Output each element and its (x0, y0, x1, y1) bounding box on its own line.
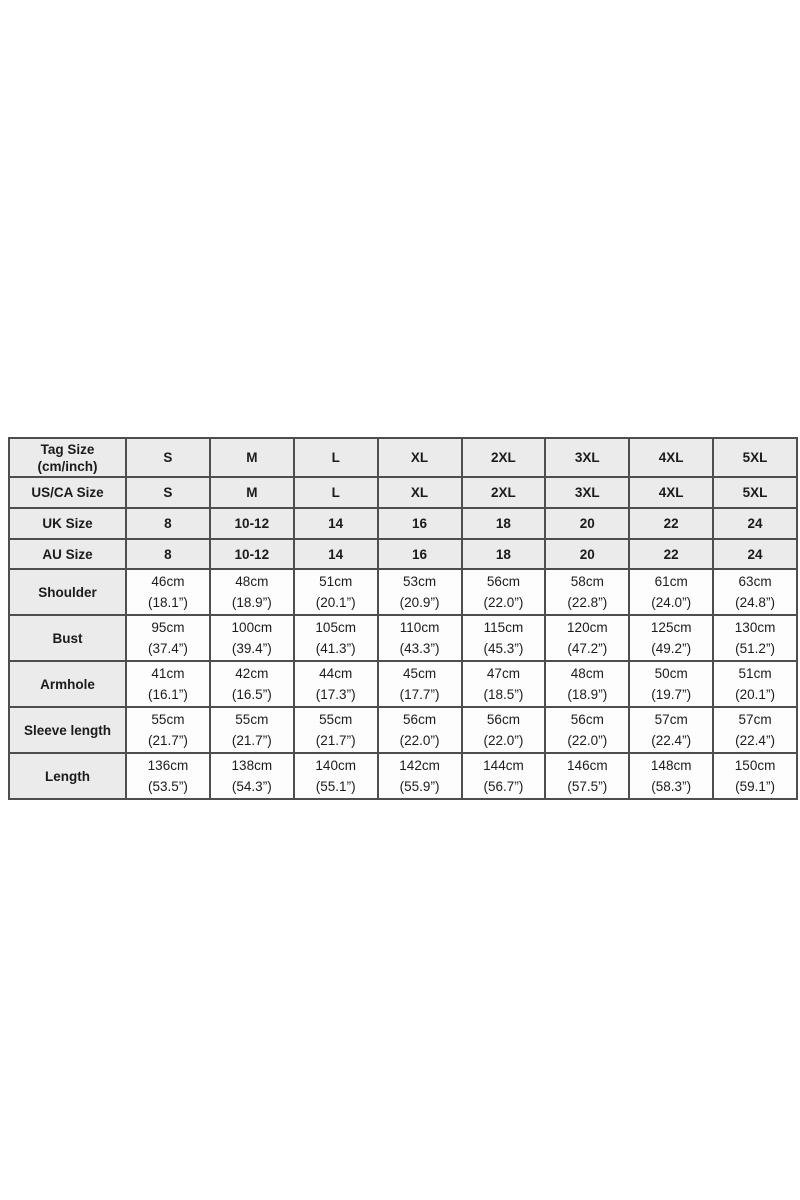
measurement-line: 56cm (403, 712, 437, 727)
measurement-line: 100cm (231, 620, 273, 635)
measurement-line: (56.7”) (483, 779, 524, 794)
table-cell: 3XL (545, 477, 629, 508)
measurement-line: 42cm (235, 666, 269, 681)
measurement-line: (51.2”) (735, 641, 775, 656)
measurement-line: 140cm (315, 758, 356, 773)
measurement-line: (59.1”) (735, 779, 775, 794)
row-label-line: Sleeve length (23, 722, 112, 738)
table-cell: 22 (629, 539, 713, 569)
table-cell (294, 753, 378, 799)
table-cell (294, 569, 378, 615)
measurement-line: (55.9”) (399, 779, 440, 794)
measurement-line: 63cm (738, 574, 772, 589)
table-cell: 16 (378, 539, 462, 569)
table-cell (713, 707, 797, 753)
measurement-line: (58.3”) (651, 779, 692, 794)
measurement-line: (22.0”) (483, 733, 524, 748)
table-cell (378, 661, 462, 707)
table-cell (713, 569, 797, 615)
table-cell: 8 (126, 539, 210, 569)
measurement-line: (22.8”) (567, 595, 608, 610)
measurement-line: (39.4”) (231, 641, 272, 656)
table-cell (378, 753, 462, 799)
table-cell (462, 569, 546, 615)
measurement-line: (49.2”) (651, 641, 692, 656)
measurement-line: 44cm (319, 666, 353, 681)
table-cell: S (126, 477, 210, 508)
measurement-line: (18.5”) (483, 687, 524, 702)
table-cell (294, 661, 378, 707)
table-row (9, 477, 797, 508)
measurement-line: 144cm (483, 758, 524, 773)
table-cell: XL (378, 477, 462, 508)
measurement-line: 130cm (734, 620, 776, 635)
measurement-line: 57cm (654, 712, 688, 727)
table-cell (713, 661, 797, 707)
measurement-line: 115cm (483, 620, 524, 635)
table-row (9, 661, 797, 707)
size-chart (8, 437, 798, 800)
measurement-line: (17.7”) (399, 687, 440, 702)
row-label (9, 438, 126, 477)
table-cell: 18 (462, 539, 546, 569)
table-cell: 24 (713, 508, 797, 539)
table-cell: 8 (126, 508, 210, 539)
measurement-line: 136cm (147, 758, 189, 773)
measurement-line: (57.5”) (567, 779, 608, 794)
table-cell: 14 (294, 539, 378, 569)
measurement-line: 48cm (235, 574, 269, 589)
measurement-line: (16.1”) (148, 687, 188, 702)
table-cell: 20 (545, 539, 629, 569)
measurement-line: 56cm (570, 712, 604, 727)
measurement-line: (22.0”) (483, 595, 524, 610)
table-cell: M (210, 477, 294, 508)
measurement-line: 56cm (486, 712, 520, 727)
table-cell: 5XL (713, 438, 797, 477)
size-chart-table (8, 437, 798, 800)
table-cell (545, 615, 629, 661)
table-row (9, 569, 797, 615)
measurement-line: 53cm (403, 574, 437, 589)
measurement-line: 51cm (738, 666, 772, 681)
measurement-line: (18.9”) (567, 687, 608, 702)
row-label-line: Bust (52, 630, 83, 646)
measurement-line: (22.0”) (399, 733, 440, 748)
table-cell: 5XL (713, 477, 797, 508)
table-cell (126, 661, 210, 707)
table-cell: S (126, 438, 210, 477)
measurement-line: (20.1”) (735, 687, 775, 702)
table-cell: M (210, 438, 294, 477)
table-cell (294, 707, 378, 753)
row-label-line: US/CA Size (31, 485, 104, 500)
measurement-line: (24.0”) (651, 595, 692, 610)
measurement-line: 46cm (151, 574, 185, 589)
table-cell (462, 707, 546, 753)
row-label (9, 615, 126, 661)
measurement-line: 120cm (567, 620, 608, 635)
measurement-line: 48cm (570, 666, 604, 681)
measurement-line: 47cm (486, 666, 520, 681)
measurement-line: 61cm (654, 574, 688, 589)
measurement-line: 56cm (486, 574, 520, 589)
measurement-line: (22.4”) (735, 733, 775, 748)
table-cell (545, 661, 629, 707)
measurement-line: (47.2”) (567, 641, 608, 656)
measurement-line: 50cm (654, 666, 688, 681)
table-cell: 20 (545, 508, 629, 539)
measurement-line: (37.4”) (148, 641, 188, 656)
table-cell (629, 569, 713, 615)
table-cell (545, 753, 629, 799)
measurement-line: (17.3”) (315, 687, 356, 702)
measurement-line: (24.8”) (735, 595, 775, 610)
table-cell: 2XL (462, 438, 546, 477)
measurement-line: (21.7”) (231, 733, 272, 748)
table-cell (462, 661, 546, 707)
table-cell (378, 615, 462, 661)
size-chart-body (9, 438, 797, 799)
measurement-line: 110cm (399, 620, 440, 635)
row-label-line: Armhole (40, 676, 95, 692)
measurement-line: (18.9”) (231, 595, 272, 610)
table-cell: L (294, 438, 378, 477)
row-label (9, 477, 126, 508)
row-label (9, 539, 126, 569)
table-cell (378, 569, 462, 615)
table-cell: 4XL (629, 477, 713, 508)
table-cell (126, 569, 210, 615)
row-label (9, 569, 126, 615)
table-cell (545, 707, 629, 753)
measurement-line: (18.1”) (148, 595, 188, 610)
measurement-line: 125cm (650, 620, 692, 635)
row-label-line: AU Size (42, 546, 93, 562)
measurement-line: (21.7”) (315, 733, 356, 748)
measurement-line: 55cm (235, 712, 269, 727)
table-cell: 24 (713, 539, 797, 569)
table-cell (629, 615, 713, 661)
measurement-line: (54.3”) (231, 779, 272, 794)
table-cell (210, 615, 294, 661)
measurement-line: (41.3”) (315, 641, 356, 656)
table-cell (210, 661, 294, 707)
measurement-line: 41cm (151, 666, 185, 681)
measurement-line: 55cm (319, 712, 353, 727)
table-cell (629, 661, 713, 707)
measurement-line: (22.4”) (651, 733, 692, 748)
measurement-line: 55cm (151, 712, 185, 727)
measurement-line: (45.3”) (483, 641, 524, 656)
table-cell (462, 753, 546, 799)
table-cell: 10-12 (210, 539, 294, 569)
row-label (9, 707, 126, 753)
row-label-line: Tag Size (40, 441, 95, 457)
measurement-line: 138cm (231, 758, 273, 773)
table-cell (126, 707, 210, 753)
table-cell (378, 707, 462, 753)
table-row (9, 707, 797, 753)
measurement-line: 148cm (650, 758, 692, 773)
table-cell: 3XL (545, 438, 629, 477)
table-cell (126, 615, 210, 661)
table-cell: 22 (629, 508, 713, 539)
table-row (9, 438, 797, 477)
table-cell (210, 753, 294, 799)
table-cell (713, 753, 797, 799)
table-cell: 2XL (462, 477, 546, 508)
row-label-line: Length (45, 768, 90, 784)
table-cell: 16 (378, 508, 462, 539)
table-cell (294, 615, 378, 661)
measurement-line: 45cm (403, 666, 437, 681)
row-label (9, 661, 126, 707)
table-cell: 14 (294, 508, 378, 539)
measurement-line: (22.0”) (567, 733, 608, 748)
table-cell: 10-12 (210, 508, 294, 539)
row-label (9, 508, 126, 539)
measurement-line: 58cm (570, 574, 604, 589)
table-cell: 18 (462, 508, 546, 539)
table-row (9, 753, 797, 799)
row-label-line: Shoulder (38, 584, 97, 600)
table-cell: XL (378, 438, 462, 477)
table-cell (462, 615, 546, 661)
measurement-line: (55.1”) (315, 779, 356, 794)
measurement-line: (20.9”) (399, 595, 440, 610)
measurement-line: 105cm (315, 620, 356, 635)
measurement-line: (21.7”) (148, 733, 188, 748)
measurement-line: (43.3”) (399, 641, 440, 656)
table-cell (210, 569, 294, 615)
table-cell: L (294, 477, 378, 508)
measurement-line: 57cm (738, 712, 772, 727)
measurement-line: (20.1”) (315, 595, 356, 610)
row-label (9, 753, 126, 799)
table-cell (713, 615, 797, 661)
table-cell (210, 707, 294, 753)
measurement-line: (53.5”) (148, 779, 188, 794)
table-cell (629, 707, 713, 753)
measurement-line: (19.7”) (651, 687, 692, 702)
table-cell (629, 753, 713, 799)
table-row (9, 539, 797, 569)
measurement-line: 142cm (399, 758, 440, 773)
table-cell (545, 569, 629, 615)
table-cell: 4XL (629, 438, 713, 477)
table-cell (126, 753, 210, 799)
measurement-line: 51cm (319, 574, 353, 589)
table-row (9, 508, 797, 539)
row-label-line: (cm/inch) (37, 458, 98, 474)
measurement-line: 146cm (567, 758, 608, 773)
measurement-line: 150cm (734, 758, 776, 773)
table-row (9, 615, 797, 661)
row-label-line: UK Size (42, 516, 93, 531)
measurement-line: 95cm (151, 620, 185, 635)
measurement-line: (16.5”) (231, 687, 272, 702)
